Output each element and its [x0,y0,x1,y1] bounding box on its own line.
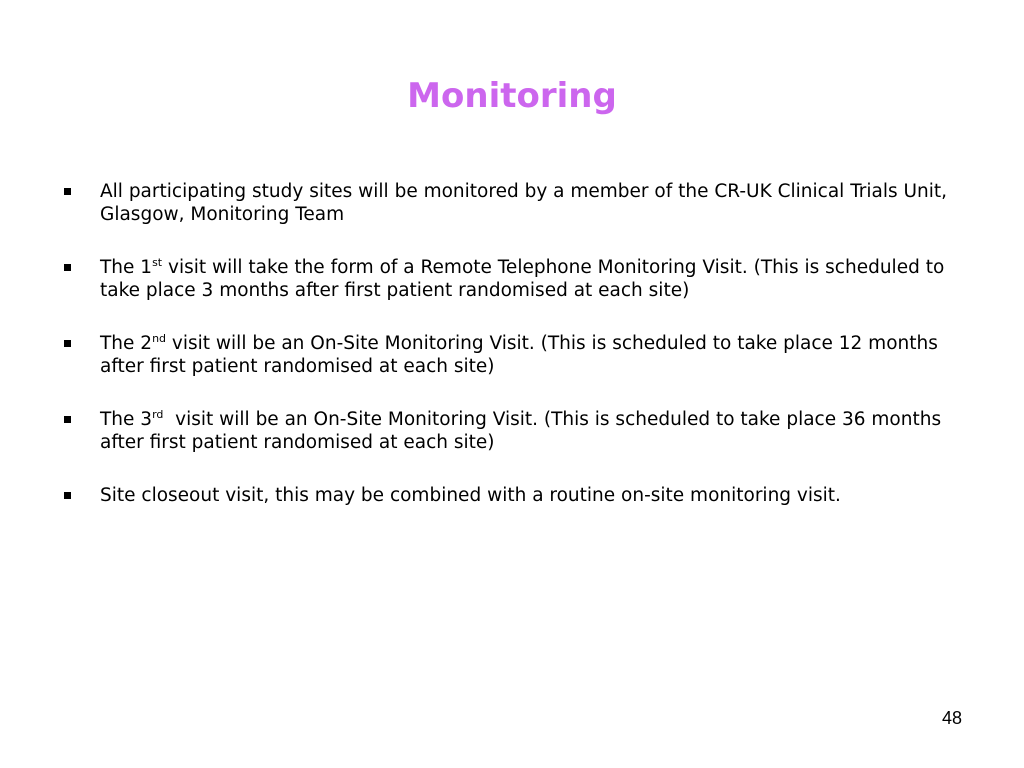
square-bullet-icon [64,264,71,271]
bullet-list [62,180,962,537]
ordinal-suffix: rd [152,408,164,421]
ordinal-suffix: nd [152,332,167,345]
bullet-text-end: visit will take the form of a Remote Telephone Monitoring Visit. (This is scheduled to take place 3 months after first patient randomised at each site) [100,257,951,301]
bullet-text-start: The 2 [100,333,153,354]
bullet-text: Site closeout visit, this may be combined with a routine on-site monitoring visit. [100,485,841,506]
bullet-item-monitoring-team [62,180,962,226]
bullet-text: All participating study sites will be monitored by a member of the CR-UK Clinical Trials Unit, Glasgow, Monitoring Team [100,181,948,225]
bullet-text-start: The 1 [100,257,153,278]
bullet-text-end: visit will be an On-Site Monitoring Visit. (This is scheduled to take place 36 months after first patient randomised at each site) [100,409,947,453]
bullet-text-end: visit will be an On-Site Monitoring Visit. (This is scheduled to take place 12 months after first patient randomised at each site) [100,333,944,377]
page-number: 48 [941,708,962,728]
bullet-item-closeout-visit [62,484,962,507]
square-bullet-icon [64,188,71,195]
square-bullet-icon [64,492,71,499]
bullet-item-third-visit [62,408,962,454]
ordinal-suffix: st [152,256,163,269]
bullet-item-second-visit [62,332,962,378]
square-bullet-icon [64,416,71,423]
bullet-item-first-visit [62,256,962,302]
square-bullet-icon [64,340,71,347]
bullet-text-start: The 3 [100,409,153,430]
slide-title: Monitoring [407,76,617,116]
